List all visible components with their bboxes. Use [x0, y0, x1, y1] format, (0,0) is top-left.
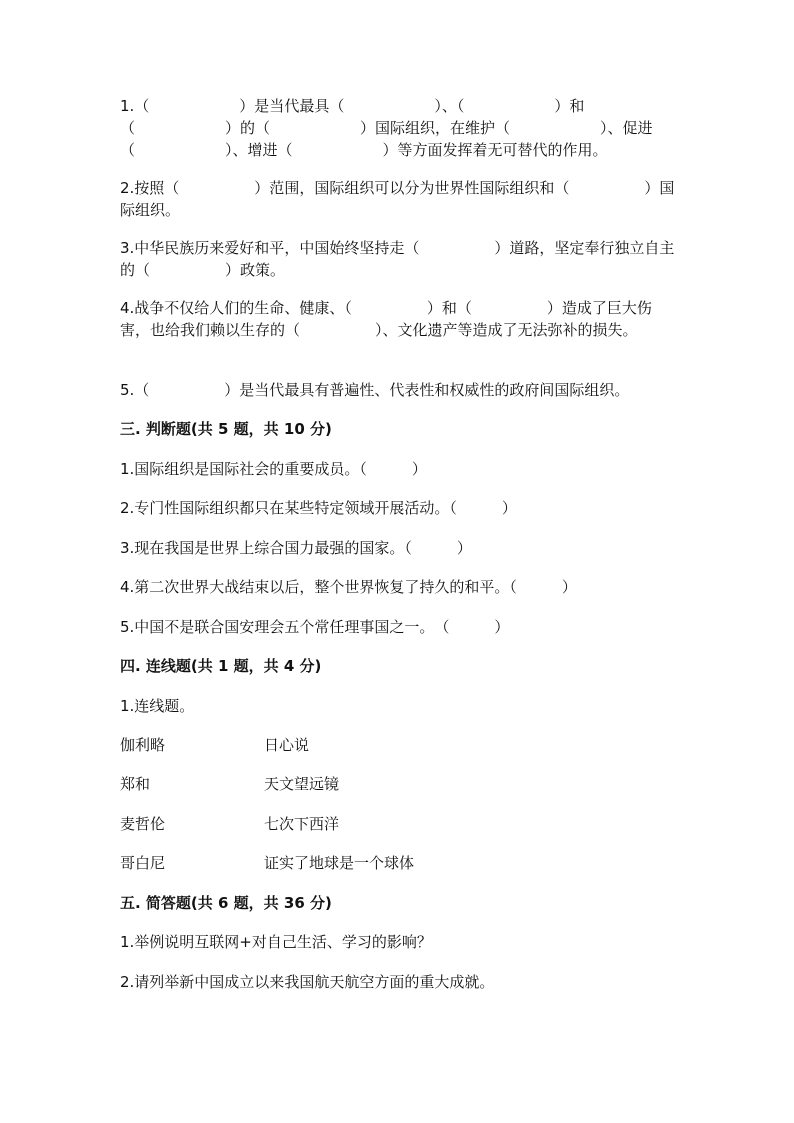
matching-right-item: 天文望远镜	[264, 775, 340, 793]
true-false-question-2: 2.专门性国际组织都只在某些特定领域开展活动。（ ）	[120, 499, 517, 517]
true-false-question-1: 1.国际组织是国际社会的重要成员。（ ）	[120, 460, 427, 478]
matching-right-item: 七次下西洋	[264, 815, 340, 833]
matching-question: 1.连线题。	[120, 697, 195, 715]
true-false-question-5: 5.中国不是联合国安理会五个常任理事国之一。 （ ）	[120, 618, 510, 636]
section-4-heading: 四. 连线题(共 1 题，共 4 分)	[120, 657, 322, 675]
short-answer-question-2: 2.请列举新中国成立以来我国航天航空方面的重大成就。	[120, 973, 495, 991]
section-5-heading: 五. 简答题(共 6 题，共 36 分)	[120, 894, 332, 912]
fill-blank-question-5: 5.（ ）是当代最具有普遍性、代表性和权威性的政府间国际组织。	[120, 381, 630, 399]
matching-right-item: 证实了地球是一个球体	[264, 854, 415, 872]
matching-left-item: 伽利略	[120, 736, 166, 754]
matching-right-item: 日心说	[264, 736, 310, 754]
matching-left-item: 麦哲伦	[120, 815, 166, 833]
fill-blank-question-1: 1.（ ）是当代最具（ ）、（ ）和（ ）的（ ）国际组织，在维护（ ）、促进（ ）、增进（ ）等方面发挥着无可替代的作用。	[120, 97, 653, 159]
matching-left-item: 哥白尼	[120, 854, 166, 872]
section-3-heading: 三. 判断题(共 5 题，共 10 分)	[120, 420, 332, 438]
fill-blank-question-3: 3.中华民族历来爱好和平，中国始终坚持走（ ）道路，坚定奉行独立自主的（ ）政策。	[120, 239, 675, 279]
short-answer-question-1: 1.举例说明互联网+对自己生活、学习的影响？	[120, 933, 432, 951]
matching-left-item: 郑和	[120, 775, 151, 793]
true-false-question-3: 3.现在我国是世界上综合国力最强的国家。（ ）	[120, 539, 472, 557]
true-false-question-4: 4.第二次世界大战结束以后，整个世界恢复了持久的和平。（ ）	[120, 578, 577, 596]
fill-blank-question-2: 2.按照（ ）范围，国际组织可以分为世界性国际组织和（ ）国际组织。	[120, 179, 675, 219]
fill-blank-question-4: 4.战争不仅给人们的生命、健康、（ ）和（ ）造成了巨大伤害，也给我们赖以生存的（ ）、文化遗产等造成了无法弥补的损失。	[120, 299, 652, 339]
